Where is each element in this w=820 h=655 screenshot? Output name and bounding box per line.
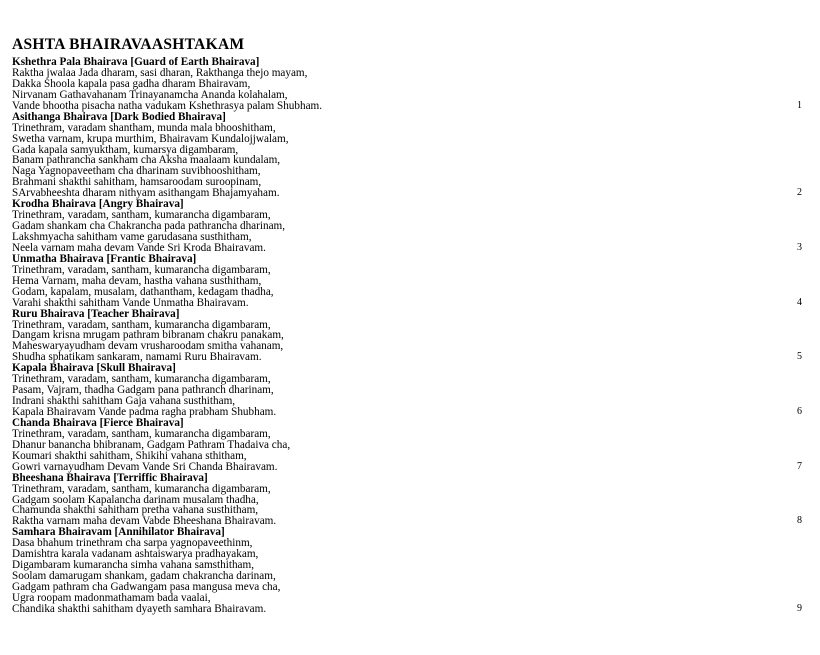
verse-line: Trinethram, varadam shantham, munda mala bhooshitham, bbox=[12, 121, 276, 134]
verse-number: 5 bbox=[797, 351, 802, 363]
verse-line: Nirvanam Gathavahanam Trinayanamcha Ananda kolahalam, bbox=[12, 88, 288, 101]
verse-line: Shudha sphatikam sankaram, namami Ruru Bhairavam. bbox=[12, 351, 262, 364]
verse-line-row bbox=[12, 462, 812, 473]
verse-heading: Unmatha Bhairava [Frantic Bhairava] bbox=[12, 252, 197, 265]
verse-heading: Samhara Bhairavam [Annihilator Bhairava] bbox=[12, 526, 225, 539]
verse-line: Hema Varnam, maha devam, hastha vahana susthitham, bbox=[12, 274, 262, 287]
verse-section bbox=[12, 57, 812, 112]
verse-line: Raktha varnam maha devam Vabde Bheeshana Bhairavam. bbox=[12, 515, 277, 528]
verse-line-row bbox=[12, 604, 812, 615]
verse-line-row bbox=[12, 134, 812, 145]
verse-line-row bbox=[12, 287, 812, 298]
verse-heading: Kapala Bhairava [Skull Bhairava] bbox=[12, 362, 176, 375]
verse-line: Trinethram, varadam, santham, kumarancha digambaram, bbox=[12, 263, 271, 276]
verse-line: Naga Yagnopaveetham cha dharinam suvibhooshitham, bbox=[12, 165, 261, 178]
verse-heading: Bheeshana Bhairava [Terriffic Bhairava] bbox=[12, 471, 208, 484]
verse-line: Swetha varnam, krupa murthim, Bhairavam Kundalojjwalam, bbox=[12, 132, 289, 145]
verse-line: Kapala Bhairavam Vande padma ragha prabham Shubham. bbox=[12, 406, 277, 418]
verse-line: Maheswaryayudham devam vrusharoodam smitha vahanam, bbox=[12, 340, 284, 353]
verse-line: Digambaram kumarancha simha vahana samsthitham, bbox=[12, 559, 255, 572]
verse-line: Gadgam soolam Kapalancha darinam musalam thadha, bbox=[12, 493, 259, 506]
verse-line: Ugra roopam madonmathamam bada vaalai, bbox=[12, 591, 211, 604]
verse-line: Gowri varnayudham Devam Vande Sri Chanda Bhairavam. bbox=[12, 460, 278, 473]
verse-line-row bbox=[12, 101, 812, 112]
verse-line-row bbox=[12, 123, 812, 134]
verse-line: Trinethram, varadam, santham, kumarancha digambaram, bbox=[12, 209, 271, 222]
verse-line: Vande bhootha pisacha natha vadukam Kshethrasya palam Shubham. bbox=[12, 99, 323, 112]
verse-line: Soolam damarugam shankam, gadam chakrancha darinam, bbox=[12, 570, 276, 583]
verse-line: Gadgam pathram cha Gadwangam pasa mangusa meva cha, bbox=[12, 581, 281, 593]
verse-line: Trinethram, varadam, santham, kumarancha digambaram, bbox=[12, 482, 271, 495]
verse-line: Godam, kapalam, musalam, dathantham, kedagam thadha, bbox=[12, 285, 274, 298]
verse-line: Neela varnam maha devam Vande Sri Kroda Bhairavam. bbox=[12, 241, 266, 254]
verse-line-row bbox=[12, 516, 812, 527]
verse-section bbox=[12, 527, 812, 615]
verse-line: Trinethram, varadam, santham, kumarancha digambaram, bbox=[12, 373, 271, 386]
verse-line: Lakshmyacha sahitham vame garudasana susthitham, bbox=[12, 231, 252, 243]
verse-line: Chandika shakthi sahitham dyayeth samhara Bhairavam. bbox=[12, 602, 267, 615]
verse-line: Dakka Shoola kapala pasa gadha dharam Bhairavam, bbox=[12, 77, 251, 90]
verse-heading: Kshethra Pala Bhairava [Guard of Earth Bhairava] bbox=[12, 56, 260, 68]
verse-section bbox=[12, 418, 812, 473]
verse-line: Gada kapala samyuktham, kumarsya digambaram, bbox=[12, 143, 239, 156]
verse-heading: Ruru Bhairava [Teacher Bhairava] bbox=[12, 307, 180, 320]
verse-section bbox=[12, 309, 812, 364]
verse-number: 8 bbox=[797, 515, 802, 527]
verse-line-row bbox=[12, 352, 812, 363]
document-body bbox=[12, 57, 812, 615]
verse-section bbox=[12, 199, 812, 254]
verse-line-row bbox=[12, 407, 812, 418]
verse-section bbox=[12, 363, 812, 418]
verse-line: Koumari shakthi sahitham, Shikihi vahana sthitham, bbox=[12, 449, 247, 462]
verse-number: 3 bbox=[797, 241, 802, 253]
verse-line: Gadam shankam cha Chakrancha pada pathrancha dharinam, bbox=[12, 220, 286, 233]
verse-line: Trinethram, varadam, santham, kumarancha digambaram, bbox=[12, 318, 271, 331]
verse-line-row bbox=[12, 484, 812, 495]
verse-heading: Krodha Bhairava [Angry Bhairava] bbox=[12, 198, 184, 211]
verse-line: Damishtra karala vadanam ashtaiswarya pradhayakam, bbox=[12, 548, 259, 561]
verse-section bbox=[12, 254, 812, 309]
verse-line: Raktha jwalaa Jada dharam, sasi dharan, Rakthanga thejo mayam, bbox=[12, 66, 308, 79]
verse-line-row bbox=[12, 188, 812, 199]
verse-line: SArvabheeshta dharam nithyam asithangam Bhajamyaham. bbox=[12, 187, 280, 200]
document-title: ASHTA BHAIRAVAASHTAKAM bbox=[12, 36, 245, 53]
verse-number: 7 bbox=[797, 460, 802, 472]
verse-number: 6 bbox=[797, 406, 802, 417]
verse-number: 4 bbox=[797, 296, 802, 308]
verse-line: Dasa bhahum trinethram cha sarpa yagnopaveethinm, bbox=[12, 537, 253, 550]
verse-line: Indrani shakthi sahitham Gaja vahana susthitham, bbox=[12, 395, 236, 408]
verse-heading: Asithanga Bhairava [Dark Bodied Bhairava] bbox=[12, 110, 226, 123]
verse-line: Brahmani shakthi sahitham, hamsaroodam suroopinam, bbox=[12, 176, 262, 189]
verse-line: Banam pathrancha sankham cha Aksha maalaam kundalam, bbox=[12, 154, 281, 167]
verse-heading: Chanda Bhairava [Fierce Bhairava] bbox=[12, 416, 184, 429]
verse-section bbox=[12, 473, 812, 528]
verse-line-row bbox=[12, 298, 812, 309]
verse-number: 2 bbox=[797, 187, 802, 199]
verse-number: 9 bbox=[797, 602, 802, 614]
verse-line: Varahi shakthi sahitham Vande Unmatha Bhairavam. bbox=[12, 296, 249, 309]
verse-line: Pasam, Vajram, thadha Gadgam pana pathranch dharinam, bbox=[12, 384, 274, 397]
verse-section bbox=[12, 112, 812, 200]
verse-line-row bbox=[12, 243, 812, 254]
verse-line: Chamunda shakthi sahitham pretha vahana susthitham, bbox=[12, 504, 259, 517]
verse-number: 1 bbox=[797, 99, 802, 111]
verse-line: Dhanur banancha bhibranam, Gadgam Pathram Thadaiva cha, bbox=[12, 438, 291, 451]
verse-line: Trinethram, varadam, santham, kumarancha digambaram, bbox=[12, 427, 271, 440]
verse-line: Dangam krisna mrugam pathram bibranam chakru panakam, bbox=[12, 329, 284, 342]
